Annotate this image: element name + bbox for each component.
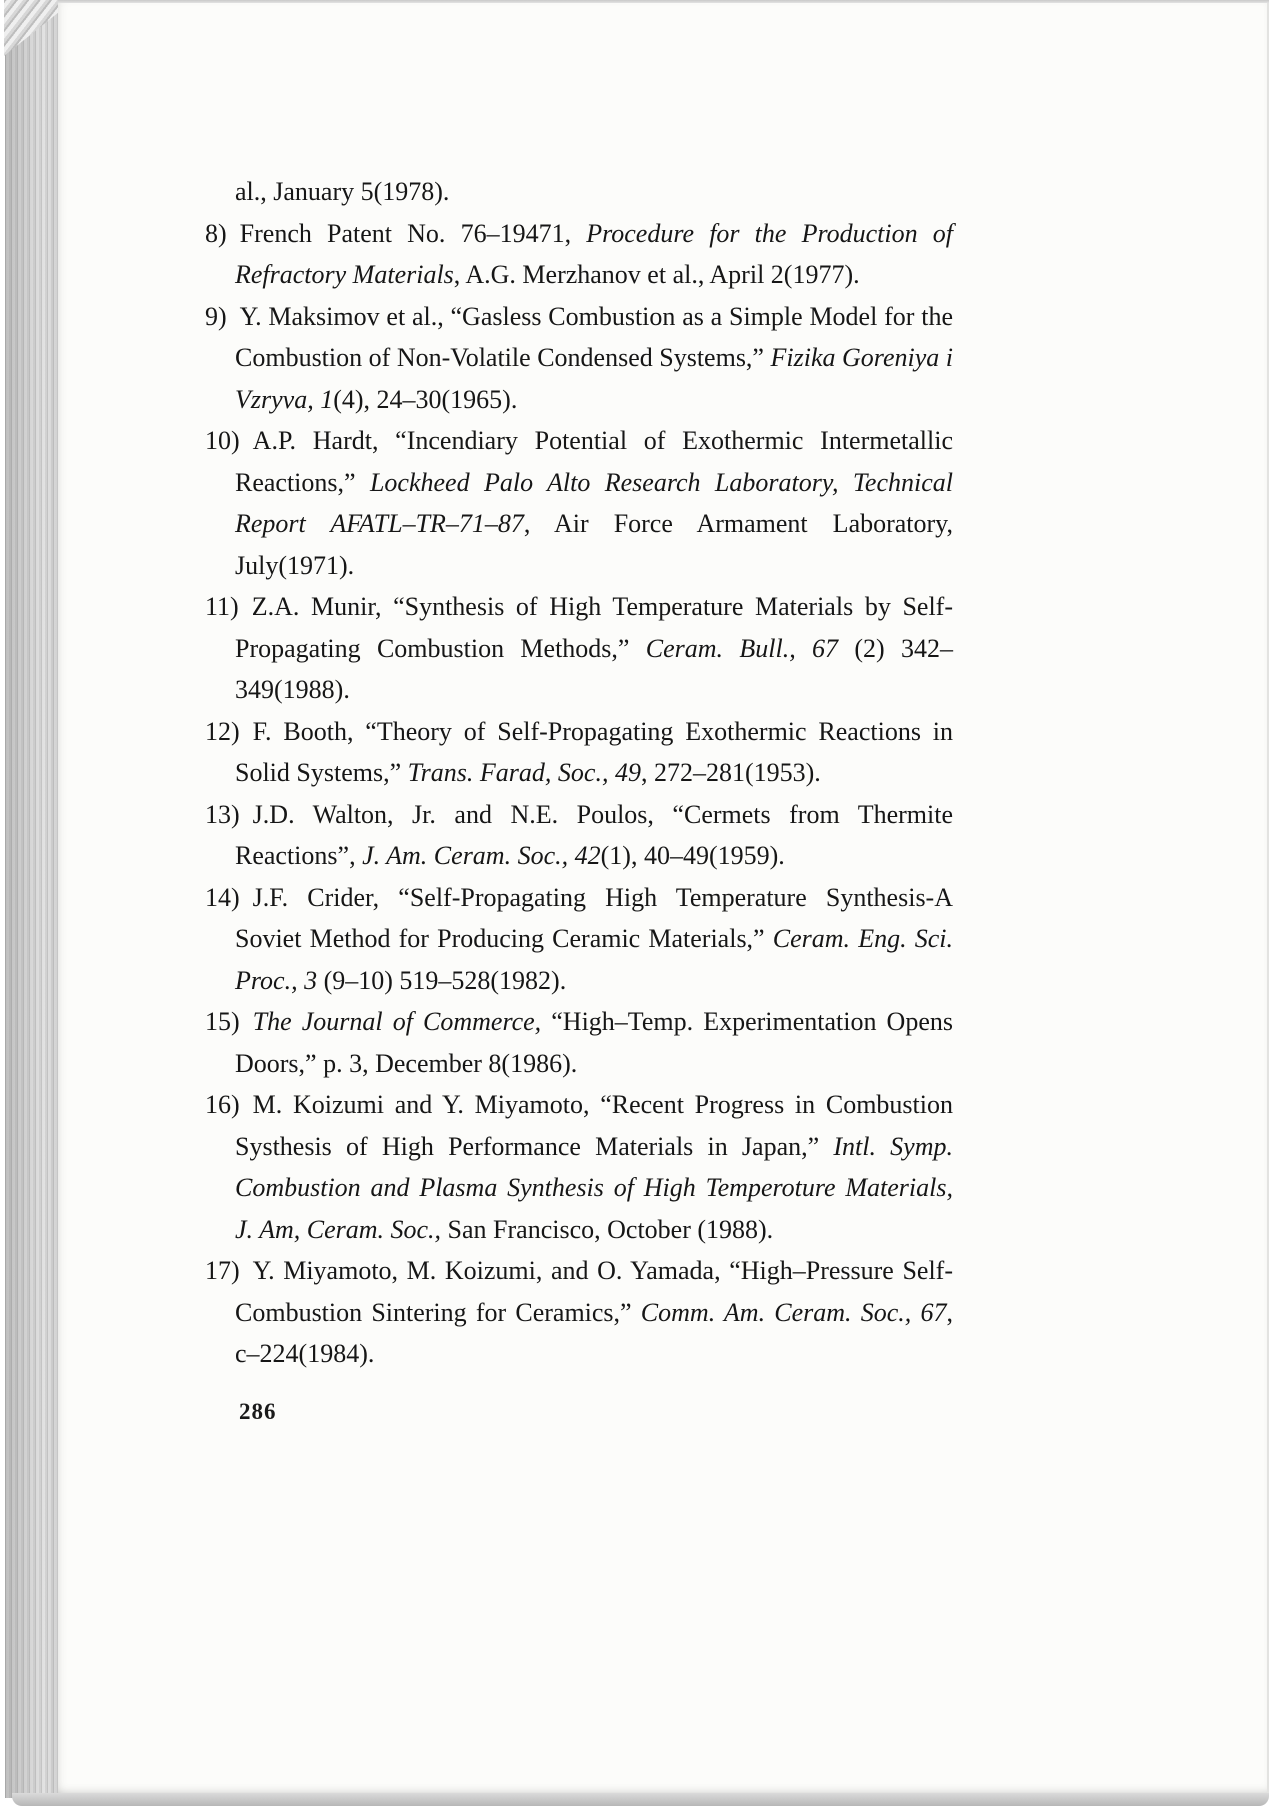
- reference-italic-text: Lockheed Palo Alto Research Laboratory, Technical Report AFATL–TR–71–87: [235, 467, 953, 538]
- reference-number: 16): [205, 1090, 240, 1119]
- reference-item: [205, 711, 953, 794]
- reference-item: [205, 877, 953, 1002]
- reference-text: , A.G. Merzhanov et al., April 2(1977).: [453, 260, 860, 289]
- reference-text: M. Koizumi and Y. Miyamoto, “Recent Progress in Combustion Systhesis of High Performance Materials in Japan,”: [235, 1090, 953, 1161]
- reference-italic-text: Ceram. Eng. Sci. Proc., 3: [235, 924, 953, 995]
- reference-item: [205, 296, 953, 421]
- reference-italic-text: Fizika Goreniya i Vzryva, 1: [235, 343, 953, 414]
- reference-italic-text: J. Am. Ceram. Soc., 42: [362, 841, 601, 870]
- reference-italic-text: Comm. Am. Ceram. Soc., 67: [640, 1297, 947, 1327]
- reference-item: [205, 794, 953, 877]
- reference-text: Z.A. Munir, “Synthesis of High Temperature Materials by Self-Propagating Combustion Methods,”: [235, 592, 953, 663]
- reference-text: “High–Temp. Experimentation Opens Doors,” p. 3, December 8(1986).: [235, 1007, 953, 1078]
- reference-number: 11): [205, 592, 239, 621]
- reference-item: [205, 1250, 953, 1375]
- reference-text: F. Booth, “Theory of Self-Propagating Exothermic Reactions in Solid Systems,”: [235, 716, 953, 787]
- book-page-edge-bottom: [12, 1793, 1269, 1806]
- reference-italic-text: The Journal of Commerce,: [252, 1007, 542, 1036]
- reference-text: J.D. Walton, Jr. and N.E. Poulos, “Cermets from Thermite Reactions”,: [235, 799, 953, 870]
- reference-number: 12): [205, 716, 240, 746]
- reference-italic-text: Trans. Farad, Soc., 49: [407, 758, 641, 787]
- page-surface: [58, 3, 1269, 1793]
- reference-text: , Air Force Armament Laboratory, July(1971).: [235, 509, 953, 580]
- references-list: [205, 171, 953, 1375]
- reference-italic-text: Intl. Symp. Combustion and Plasma Synthesis of High Temperoture Materials, J. Am, Ceram. Soc.,: [235, 1131, 954, 1244]
- reference-number: 14): [205, 882, 240, 912]
- page-number: 286: [239, 1399, 277, 1424]
- reference-item: [205, 586, 953, 711]
- reference-text: , c–224(1984).: [235, 1297, 953, 1368]
- reference-number: 15): [205, 1007, 240, 1036]
- reference-italic-text: Procedure for the Production of Refractory Materials: [235, 218, 953, 289]
- reference-continuation: [205, 171, 953, 213]
- reference-text: Y. Miyamoto, M. Koizumi, and O. Yamada, “High–Pressure Self-Combustion Sintering for Ceramics,”: [235, 1256, 953, 1327]
- reference-number: 17): [205, 1256, 240, 1285]
- reference-text: French Patent No. 76–19471,: [239, 218, 587, 248]
- book-page-edge-left: [5, 0, 61, 1798]
- reference-number: 9): [205, 301, 227, 331]
- reference-text: (4), 24–30(1965).: [333, 384, 518, 414]
- reference-text: (1), 40–49(1959).: [600, 841, 785, 870]
- reference-text: San Francisco, October (1988).: [441, 1214, 774, 1244]
- reference-text: A.P. Hardt, “Incendiary Potential of Exothermic Intermetallic Reactions,”: [235, 426, 953, 497]
- reference-text: Y. Maksimov et al., “Gasless Combustion as a Simple Model for the Combustion of Non-Volatile Condensed Systems,”: [235, 301, 953, 372]
- reference-text: (9–10) 519–528(1982).: [317, 965, 567, 995]
- reference-item: [205, 420, 953, 586]
- reference-item: [205, 1084, 953, 1250]
- reference-number: 13): [205, 799, 240, 829]
- reference-italic-text: Ceram. Bull., 67: [645, 633, 839, 663]
- reference-number: 10): [205, 426, 240, 455]
- reference-item: [205, 1001, 953, 1084]
- reference-item: [205, 213, 953, 296]
- reference-text: , 272–281(1953).: [640, 758, 821, 787]
- reference-number: 8): [205, 218, 227, 248]
- reference-text: (2) 342–349(1988).: [235, 633, 953, 704]
- reference-text: al., January 5(1978).: [235, 177, 450, 206]
- reference-text: J.F. Crider, “Self-Propagating High Temperature Synthesis-A Soviet Method for Producing Ceramic Materials,”: [235, 882, 953, 953]
